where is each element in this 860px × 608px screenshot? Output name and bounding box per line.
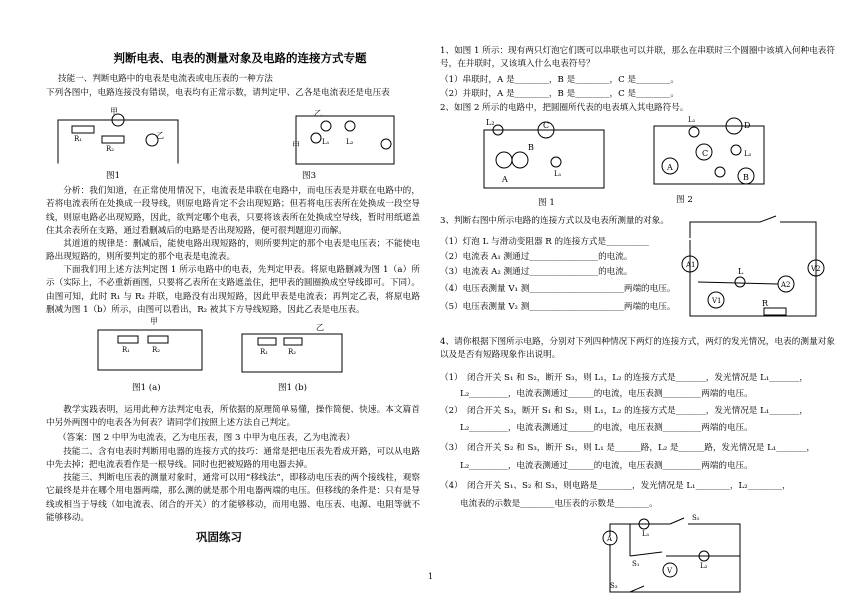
figure-1	[52, 104, 192, 176]
svg-text:S₃: S₃	[610, 582, 618, 590]
svg-text:B: B	[743, 173, 749, 182]
svg-text:V: V	[667, 567, 673, 575]
page-number: 1	[428, 572, 434, 581]
question-4-1b: L₂_________，电流表测通过______的电流，电压表测_________两端的电压。	[460, 389, 753, 399]
question-3-3: （3）电流表 A₂ 测通过________________的电流。	[440, 267, 633, 277]
fig1-label-jia: 甲	[110, 107, 118, 116]
svg-text:D: D	[744, 121, 751, 130]
svg-text:V2: V2	[811, 265, 821, 273]
fig1a-caption: 图1 (a)	[132, 383, 161, 393]
right-figure-1	[476, 116, 616, 200]
fig1b-caption: 图1 (b)	[278, 383, 307, 393]
page-title: 判断电表、电表的测量对象及电路的连接方式专题	[113, 51, 367, 65]
teaching-text: 教学实践表明，运用此种方法判定电表，所依据的原理简单易懂，操作简便、快速。本文篇首中另外两图中的电表各为何表？请同学们按照上述方法自己判定。	[46, 405, 420, 429]
svg-text:A2: A2	[781, 281, 791, 289]
svg-text:C: C	[702, 149, 709, 158]
svg-text:S₂: S₂	[692, 514, 700, 522]
svg-text:R: R	[762, 299, 769, 308]
skill-three-text: 技能三、判断电压表的测量对象时，通常可以用“移线法”，即移动电压表的两个接线柱，观察它最终是并在哪个用电器两端，那么测的就是那个用电器两端的电压。但移线的条件是：只有是导线或相当于导线（如电流表、闭合的开关）的才能够移动，而用电器、电压表、电源、电阻等就不能够移动。	[46, 473, 420, 524]
svg-text:R₂: R₂	[152, 346, 161, 354]
skill-one-heading: 技能一、判断电路中的电表是电流表或电压表的一种方法	[58, 74, 273, 84]
svg-text:A: A	[502, 175, 508, 184]
svg-text:R₁: R₁	[260, 348, 269, 356]
fig1-label-yi: 乙	[156, 131, 164, 140]
svg-text:L: L	[738, 267, 744, 276]
svg-text:B: B	[528, 143, 534, 152]
svg-text:A: A	[667, 163, 673, 172]
question-4-3a: （3） 闭合开关 S₂ 和 S₃，断开 S₁，则 L₁ 是______路，L₂ 是______路，发光情况是 L₁_______，	[440, 443, 815, 453]
svg-text:甲: 甲	[150, 317, 158, 326]
svg-text:S₁: S₁	[632, 560, 640, 568]
example-text: 下面我们用上述方法判定图 1 所示电路中的电表，先判定甲表。将原电路删减为图 1（a）所示（实际上，不必重新画图，只要将乙表所在支路遮盖住，把甲表的圆圈换成空导线即可。下同）。由图可知，此时 R₁ 与 R₂ 并联，电路没有出现短路，因此甲表是电流表；再判定乙表，将原电路删减为图 1（b）所示，由图可以看出，R₂ 被其下方导线短路，因此乙表是电压表。	[46, 265, 420, 316]
svg-text:乙: 乙	[314, 109, 322, 118]
fig1-label-r1: R₁	[74, 135, 83, 143]
svg-text:L₂: L₂	[744, 150, 752, 158]
figure-3	[286, 104, 406, 176]
svg-text:L₂: L₂	[346, 138, 354, 146]
svg-text:A1: A1	[686, 261, 696, 269]
svg-text:A: A	[607, 535, 613, 543]
right-fig2-caption: 图 2	[676, 195, 693, 205]
question-3: 3、判断右图中所示电路的连接方式以及电表所测量的对象。	[440, 216, 669, 226]
question-4: 4、请你根据下图所示电路，分别对下列四种情况下两灯的连接方式，两灯的发光情况，电表的测量对象以及是否有短路现象作出说明。	[440, 337, 835, 361]
skill-two-text: 技能二、含有电表时判断用电器的连接方式的技巧：通常是把电压表先看成开路，可以从电路中先去掉；把电流表看作是一根导线。同时也把被短路的用电器去掉。	[46, 447, 420, 471]
svg-text:L₁: L₁	[322, 138, 330, 146]
fig1-label-r2: R₂	[106, 145, 115, 153]
svg-text:V1: V1	[712, 297, 722, 305]
right-figure-3	[680, 210, 830, 328]
svg-text:R₂: R₂	[288, 348, 297, 356]
svg-text:C: C	[543, 121, 550, 130]
question-3-2: （2）电流表 A₁ 测通过________________的电流。	[440, 252, 633, 262]
svg-text:L₁: L₁	[554, 170, 562, 178]
right-figure-2	[648, 112, 778, 196]
fig3-caption: 图3	[302, 171, 317, 181]
question-4-4a: （4） 闭合开关 S₁、S₂ 和 S₃，则电路是________，发光情况是 L₁________，L₂________，	[440, 481, 791, 491]
question-4-2b: L₂_________，电流表测通过______的电流，电压表测_________两端的电压。	[460, 423, 753, 433]
right-fig1-caption: 图 1	[538, 198, 555, 208]
question-4-1a: （1） 闭合开关 S₁ 和 S₂，断开 S₃，则 L₁，L₂ 的连接方式是_______，发光情况是 L₁_______，	[440, 373, 808, 383]
svg-text:L₂: L₂	[486, 118, 495, 127]
fig1-caption: 图1	[106, 171, 121, 181]
analysis-text: 分析：我们知道，在正常使用情况下，电流表是串联在电路中，而电压表是并联在电路中的，若将电流表所在处换成一段导线，则原电路肯定不会出现短路；但若将电压表所在处换成一段空导线，则原电路必出现短路，因此，欲判定哪个电表，只要将该表所在处换成空导线，暂时用纸遮盖住其余表所在支路，通过看删减后的电路是否出现短路，便可很判题迎刃而解。	[46, 186, 420, 237]
question-1b: （2）并联时，A 是________，B 是________，C 是________。	[440, 89, 680, 99]
question-4-4b: 电流表的示数是________电压表的示数是________。	[460, 499, 658, 509]
question-3-4: （4）电压表测量 V₁ 测______________________两端的电压。	[440, 284, 676, 294]
svg-text:L₂: L₂	[700, 562, 708, 570]
figure-1a	[92, 314, 212, 384]
intro-text: 下列各图中，电路连接没有错误，电表均有正常示数，请判定甲、乙各是电流表还是电压表	[46, 88, 390, 98]
question-2: 2、如图 2 所示的电路中，把圆圈所代表的电表填入其电路符号。	[440, 103, 689, 113]
svg-text:L₁: L₁	[688, 116, 696, 124]
svg-text:甲: 甲	[292, 141, 300, 150]
svg-text:L₁: L₁	[642, 530, 650, 538]
question-3-1: （1）灯泡 L 与滑动变阻器 R 的连接方式是__________	[440, 237, 650, 247]
question-1: 1、如图 1 所示：现有两只灯泡它们既可以串联也可以并联，那么在串联时三个圆圈中该填入何种电表符号，在并联时，又该填入什么电表符号？	[440, 46, 835, 70]
figure-1b	[236, 318, 356, 384]
practice-heading: 巩固练习	[196, 530, 242, 544]
question-4-3b: L₂_________，电流表测通过______的电流，电压表测_________两端的电压。	[460, 461, 753, 471]
question-1a: （1）串联时，A 是________，B 是________，C 是________。	[440, 75, 680, 85]
question-3-5: （5）电压表测量 V₂ 测______________________两端的电压。	[440, 302, 676, 312]
question-4-2a: （2） 闭合开关 S₃，断开 S₁ 和 S₂，则 L₁，L₂ 的连接方式是_______，发光情况是 L₁_______，	[440, 406, 808, 416]
method-text: 其道道的规律是：删减后，能使电路出现短路的，则所要判定的那个电表是电压表；不能使电路出现短路的，则所要判定的那个电表是电流表。	[46, 239, 420, 263]
svg-text:R₁: R₁	[122, 346, 131, 354]
answer-text: （答案：图 2 中甲为电流表，乙为电压表，图 3 中甲为电压表，乙为电流表）	[58, 433, 355, 443]
svg-text:乙: 乙	[316, 323, 324, 332]
right-figure-4	[600, 508, 750, 598]
